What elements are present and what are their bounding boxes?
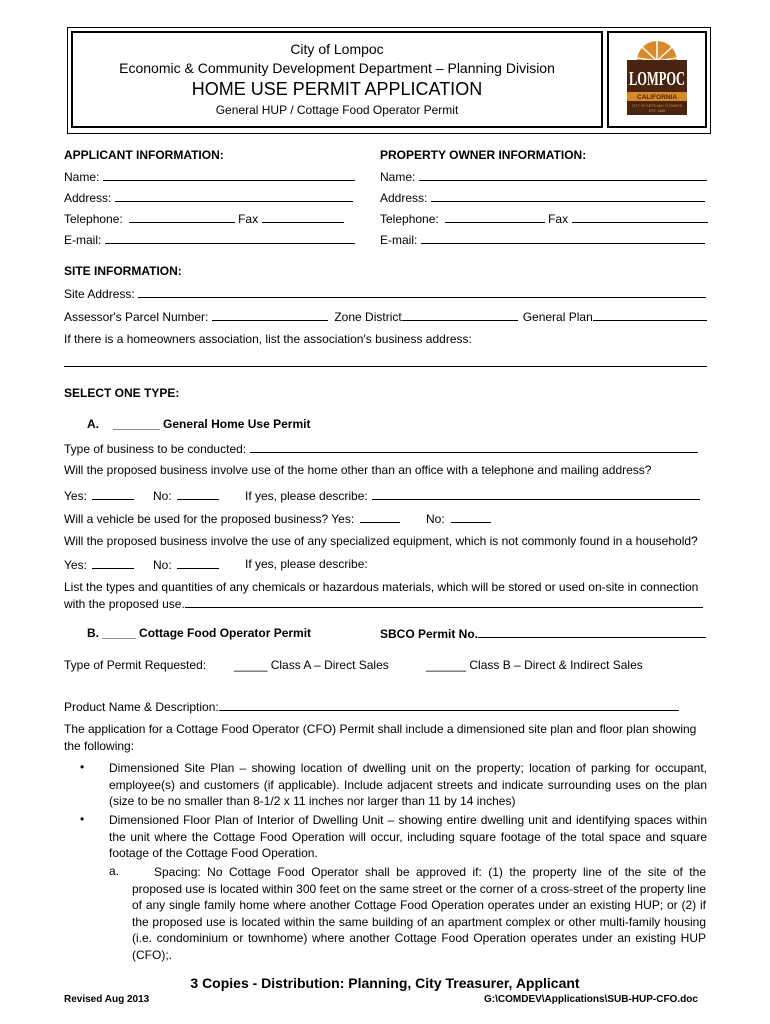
question-home-use: Will the proposed business involve use of the home other than an office with a telephone and mailing address? [64, 463, 652, 477]
q3-no-label: No: [153, 558, 172, 572]
permit-type-label: Type of Permit Requested: [64, 658, 207, 672]
page-subtitle: General HUP / Cottage Food Operator Permit [215, 103, 459, 117]
general-plan-label: General Plan [522, 310, 593, 324]
business-type-label: Type of business to be conducted: [64, 442, 247, 456]
q3-no-field[interactable] [177, 557, 219, 569]
applicant-fax-label: Fax [238, 212, 259, 226]
class-a-option[interactable]: _____ Class A – Direct Sales [234, 658, 389, 672]
vehicle-no-label: No: [426, 512, 445, 526]
option-b-title[interactable]: B. _____ Cottage Food Operator Permit [87, 626, 312, 640]
owner-telephone-field[interactable] [445, 211, 545, 223]
header-title-box [71, 31, 603, 128]
option-a-letter: A. [87, 417, 99, 431]
applicant-telephone-label: Telephone: [64, 212, 123, 226]
class-b-option[interactable]: ______ Class B – Direct & Indirect Sales [426, 658, 643, 672]
owner-name-field[interactable] [419, 169, 707, 181]
department-name: Economic & Community Development Department – Planning Division [119, 60, 555, 76]
owner-fax-label: Fax [548, 212, 569, 226]
q1-yes-label: Yes: [64, 489, 87, 503]
owner-name-label: Name: [380, 170, 416, 184]
vehicle-no-field[interactable] [451, 511, 491, 523]
sbco-field[interactable] [478, 626, 706, 638]
zone-field[interactable] [402, 309, 518, 321]
applicant-address-field[interactable] [115, 190, 353, 202]
logo-state: CALIFORNIA [636, 94, 678, 101]
logo-box [607, 31, 707, 128]
site-address-field[interactable] [138, 286, 706, 298]
q1-describe-label: If yes, please describe: [245, 489, 368, 503]
hoa-field[interactable] [64, 366, 707, 367]
city-name: City of Lompoc [290, 41, 384, 57]
general-plan-field[interactable] [593, 309, 707, 321]
site-heading: SITE INFORMATION: [64, 264, 182, 278]
q1-describe-field[interactable] [372, 488, 700, 500]
spacing-rule: Spacing: No Cottage Food Operator shall be approved if: (1) the property line of the site of the proposed use is located within 300 feet on the same street or the corner of a cross-street of the property line of any single family home where another Cottage Food Operation operates under an existing HUP; or (2) if the proposed use is located within the same building of an apartment complex or other multi-family housing (i.e. condominium or townhome) where another Cottage Food Operation operates under an existing HUP (CFO);. [132, 865, 706, 962]
q3-describe-label: If yes, please describe: [245, 557, 368, 571]
q1-no-label: No: [153, 489, 172, 503]
q1-no-field[interactable] [177, 488, 219, 500]
product-label: Product Name & Description: [64, 700, 219, 714]
sub-item-letter: a. [109, 864, 120, 878]
owner-email-label: E-mail: [380, 233, 418, 247]
option-a-title[interactable]: _______ General Home Use Permit [113, 417, 311, 431]
applicant-telephone-field[interactable] [129, 211, 235, 223]
owner-address-label: Address: [380, 191, 428, 205]
q3-yes-label: Yes: [64, 558, 87, 572]
applicant-name-label: Name: [64, 170, 100, 184]
applicant-email-label: E-mail: [64, 233, 102, 247]
applicant-address-label: Address: [64, 191, 112, 205]
distribution-note: 3 Copies - Distribution: Planning, City Treasurer, Applicant [190, 975, 580, 991]
applicant-email-field[interactable] [105, 232, 355, 244]
q1-yes-field[interactable] [92, 488, 134, 500]
q3-yes-field[interactable] [92, 557, 134, 569]
owner-address-field[interactable] [431, 190, 705, 202]
chemicals-field[interactable] [185, 596, 703, 608]
question-chemicals: List the types and quantities of any chemicals or hazardous materials, which will be stored or used on-site in connection [64, 580, 699, 594]
vehicle-yes-field[interactable] [360, 511, 400, 523]
bullet-dot-2: • [80, 812, 85, 826]
zone-label: Zone District [334, 310, 402, 324]
parcel-field[interactable] [212, 309, 328, 321]
applicant-heading: APPLICANT INFORMATION: [64, 148, 224, 162]
applicant-fax-field[interactable] [262, 211, 344, 223]
cfo-intro: The application for a Cottage Food Operator (CFO) Permit shall include a dimensioned site plan and floor plan showing the following: [64, 722, 697, 753]
revised-date: Revised Aug 2013 [64, 994, 150, 1005]
logo-tagline-1: CITY OF ARTS AND FLOWERS [631, 104, 683, 108]
owner-telephone-label: Telephone: [380, 212, 439, 226]
file-path: G:\COMDEV\Applications\SUB-HUP-CFO.doc [484, 994, 698, 1005]
site-address-label: Site Address: [64, 287, 135, 301]
sbco-label: SBCO Permit No. [380, 627, 479, 641]
owner-heading: PROPERTY OWNER INFORMATION: [380, 148, 587, 162]
logo-wordmark: LOMPOC [629, 68, 685, 90]
lompoc-logo [609, 33, 705, 126]
header-box [67, 27, 711, 134]
bullet-site-plan: Dimensioned Site Plan – showing location of dwelling unit on the property; location of parking for occupant, employee(s) and customers (if applicable). Include adjacent streets and indicate surrounding uses on the plan (size to be no smaller than 8-1/2 x 11 inches nor larger than 11 by 14 inches) [109, 761, 707, 808]
business-type-field[interactable] [250, 441, 698, 453]
product-field[interactable] [219, 699, 679, 711]
hoa-label: If there is a homeowners association, list the association's business address: [64, 332, 472, 346]
owner-email-field[interactable] [421, 232, 705, 244]
logo-tagline-2: EST. 1888 [648, 109, 666, 113]
owner-fax-field[interactable] [572, 211, 708, 223]
parcel-label: Assessor's Parcel Number: [64, 310, 209, 324]
page-title: HOME USE PERMIT APPLICATION [191, 79, 483, 99]
bullet-dot-1: • [80, 760, 85, 774]
applicant-name-field[interactable] [103, 169, 355, 181]
question-equipment: Will the proposed business involve the use of any specialized equipment, which is not commonly found in a household? [64, 534, 698, 548]
question-chemicals-cont: with the proposed use. [64, 597, 185, 611]
question-vehicle: Will a vehicle be used for the proposed business? Yes: [64, 512, 355, 526]
bullet-floor-plan: Dimensioned Floor Plan of Interior of Dwelling Unit – showing entire dwelling unit and identifying spaces within the unit where the Cottage Food Operation will occur, including square footage of the total space and square footage of the Cottage Food Operation. [109, 813, 707, 860]
select-type-heading: SELECT ONE TYPE: [64, 386, 180, 400]
